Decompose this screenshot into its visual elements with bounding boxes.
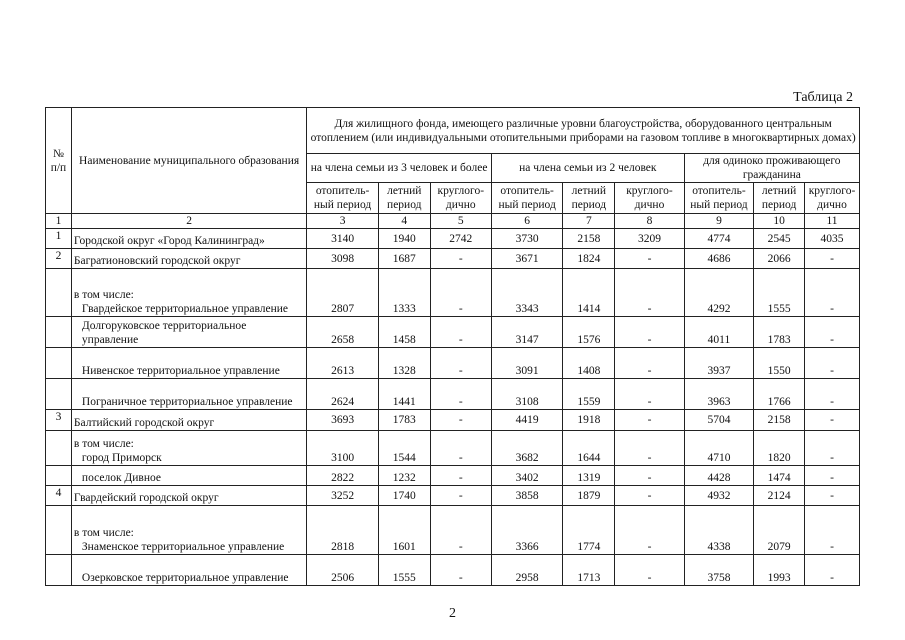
row-number — [46, 466, 72, 486]
value-cell: - — [615, 379, 684, 410]
municipality-name: Нивенское территориальное управление — [81, 365, 280, 377]
value-cell: 1766 — [754, 379, 805, 410]
including-label: в том числе: — [73, 527, 134, 539]
subgroup-header-3plus: на члена семьи из 3 человек и более — [307, 154, 492, 183]
table-row — [46, 317, 860, 348]
municipality-name: Гвардейский городской округ — [73, 492, 219, 504]
value-cell: 1713 — [563, 555, 615, 586]
period-header-yearround: круглого-дично — [430, 183, 491, 214]
value-cell: 4419 — [491, 410, 563, 431]
row-number — [46, 555, 72, 586]
period-header-yearround: круглого-дично — [804, 183, 859, 214]
value-cell: - — [430, 317, 491, 348]
municipality-cell — [71, 486, 306, 506]
subgroup-header-2: на члена семьи из 2 человек — [491, 154, 684, 183]
table-row — [46, 229, 860, 249]
value-cell: 2807 — [307, 269, 379, 317]
value-cell: 4774 — [684, 229, 753, 249]
municipality-name: Городской округ «Город Калининград» — [73, 235, 265, 247]
table-row — [46, 555, 860, 586]
column-header-number: № п/п — [46, 108, 72, 214]
value-cell: 4710 — [684, 431, 753, 466]
value-cell: 1441 — [378, 379, 430, 410]
value-cell: - — [804, 466, 859, 486]
municipality-name: Знаменское территориальное управление — [81, 541, 285, 553]
row-number: 2 — [46, 249, 72, 269]
subgroup-header-single: для одиноко проживающего гражданина — [684, 154, 859, 183]
value-cell: 1687 — [378, 249, 430, 269]
row-number: 4 — [46, 486, 72, 506]
municipality-name: город Приморск — [81, 452, 162, 464]
period-header-summer: летний период — [378, 183, 430, 214]
value-cell: 2079 — [754, 506, 805, 555]
row-number — [46, 348, 72, 379]
value-cell: 1783 — [754, 317, 805, 348]
value-cell: 4011 — [684, 317, 753, 348]
value-cell: 1550 — [754, 348, 805, 379]
value-cell: 3209 — [615, 229, 684, 249]
period-header-heating: отопитель-ный период — [491, 183, 563, 214]
value-cell: 2158 — [754, 410, 805, 431]
value-cell: - — [430, 379, 491, 410]
value-cell: - — [615, 555, 684, 586]
value-cell: 1328 — [378, 348, 430, 379]
value-cell: - — [430, 249, 491, 269]
table-row — [46, 269, 860, 317]
value-cell: 5704 — [684, 410, 753, 431]
value-cell: 1414 — [563, 269, 615, 317]
value-cell: - — [430, 466, 491, 486]
table-body — [46, 229, 860, 586]
value-cell: 3147 — [491, 317, 563, 348]
value-cell: 2658 — [307, 317, 379, 348]
value-cell: - — [804, 317, 859, 348]
value-cell: - — [615, 269, 684, 317]
value-cell: - — [804, 249, 859, 269]
value-cell: 3937 — [684, 348, 753, 379]
value-cell: - — [430, 555, 491, 586]
value-cell: 1820 — [754, 431, 805, 466]
value-cell: - — [430, 431, 491, 466]
value-cell: 3730 — [491, 229, 563, 249]
value-cell: - — [804, 431, 859, 466]
municipality-cell — [71, 348, 306, 379]
table-row — [46, 431, 860, 466]
column-number: 4 — [378, 214, 430, 229]
column-number: 7 — [563, 214, 615, 229]
value-cell: 3140 — [307, 229, 379, 249]
value-cell: 3682 — [491, 431, 563, 466]
municipality-cell — [71, 269, 306, 317]
value-cell: - — [615, 466, 684, 486]
column-number: 3 — [307, 214, 379, 229]
value-cell: 1555 — [754, 269, 805, 317]
municipality-name: Озерковское территориальное управление — [81, 572, 289, 584]
value-cell: 1740 — [378, 486, 430, 506]
value-cell: 2818 — [307, 506, 379, 555]
table-row — [46, 379, 860, 410]
value-cell: 3343 — [491, 269, 563, 317]
value-cell: 1232 — [378, 466, 430, 486]
municipality-cell — [71, 466, 306, 486]
value-cell: 1576 — [563, 317, 615, 348]
municipality-cell — [71, 431, 306, 466]
row-number — [46, 269, 72, 317]
tariff-table — [45, 107, 860, 586]
table-row — [46, 466, 860, 486]
value-cell: - — [615, 317, 684, 348]
value-cell: - — [804, 410, 859, 431]
value-cell: 1940 — [378, 229, 430, 249]
value-cell: 3366 — [491, 506, 563, 555]
value-cell: - — [804, 486, 859, 506]
value-cell: 1555 — [378, 555, 430, 586]
value-cell: 1544 — [378, 431, 430, 466]
municipality-name: Балтийский городской округ — [73, 417, 215, 429]
value-cell: - — [804, 379, 859, 410]
municipality-name: Долгоруковское территориальное управление — [81, 320, 247, 346]
row-number — [46, 431, 72, 466]
value-cell: 3693 — [307, 410, 379, 431]
value-cell: 2742 — [430, 229, 491, 249]
table-caption: Таблица 2 — [793, 90, 853, 105]
column-number-row — [46, 214, 860, 229]
value-cell: - — [615, 506, 684, 555]
value-cell: 2958 — [491, 555, 563, 586]
page-number: 2 — [449, 606, 456, 621]
value-cell: 3098 — [307, 249, 379, 269]
value-cell: 4338 — [684, 506, 753, 555]
column-number: 6 — [491, 214, 563, 229]
row-number — [46, 379, 72, 410]
column-number: 10 — [754, 214, 805, 229]
value-cell: 1993 — [754, 555, 805, 586]
value-cell: - — [430, 486, 491, 506]
value-cell: 1918 — [563, 410, 615, 431]
value-cell: 2506 — [307, 555, 379, 586]
table-row — [46, 249, 860, 269]
value-cell: - — [430, 410, 491, 431]
value-cell: - — [615, 348, 684, 379]
column-header-name: Наименование муниципального образования — [71, 108, 306, 214]
value-cell: - — [804, 506, 859, 555]
value-cell: 4428 — [684, 466, 753, 486]
table-row — [46, 506, 860, 555]
value-cell: 2613 — [307, 348, 379, 379]
value-cell: 1644 — [563, 431, 615, 466]
period-header-heating: отопитель-ный период — [684, 183, 753, 214]
period-header-heating: отопитель-ный период — [307, 183, 379, 214]
column-number: 2 — [71, 214, 306, 229]
including-label: в том числе: — [73, 289, 134, 301]
value-cell: 4292 — [684, 269, 753, 317]
value-cell: 4035 — [804, 229, 859, 249]
municipality-name: Гвардейское территориальное управление — [81, 303, 289, 315]
value-cell: 2624 — [307, 379, 379, 410]
table-row — [46, 410, 860, 431]
row-number: 3 — [46, 410, 72, 431]
value-cell: - — [615, 410, 684, 431]
value-cell: - — [615, 486, 684, 506]
period-header-yearround: круглого-дично — [615, 183, 684, 214]
value-cell: 1783 — [378, 410, 430, 431]
value-cell: 1824 — [563, 249, 615, 269]
column-number: 8 — [615, 214, 684, 229]
value-cell: 4932 — [684, 486, 753, 506]
value-cell: 3091 — [491, 348, 563, 379]
value-cell: - — [804, 269, 859, 317]
value-cell: 3671 — [491, 249, 563, 269]
value-cell: 2066 — [754, 249, 805, 269]
value-cell: 3402 — [491, 466, 563, 486]
table-row — [46, 486, 860, 506]
row-number: 1 — [46, 229, 72, 249]
municipality-cell — [71, 229, 306, 249]
municipality-cell — [71, 506, 306, 555]
table-row — [46, 348, 860, 379]
value-cell: 1774 — [563, 506, 615, 555]
municipality-cell — [71, 379, 306, 410]
column-number: 9 — [684, 214, 753, 229]
value-cell: 3108 — [491, 379, 563, 410]
municipality-name: поселок Дивное — [81, 472, 161, 484]
value-cell: - — [615, 431, 684, 466]
value-cell: 1879 — [563, 486, 615, 506]
value-cell: 2124 — [754, 486, 805, 506]
column-number: 11 — [804, 214, 859, 229]
value-cell: 3758 — [684, 555, 753, 586]
value-cell: - — [430, 348, 491, 379]
municipality-cell — [71, 410, 306, 431]
period-header-summer: летний период — [754, 183, 805, 214]
value-cell: 2822 — [307, 466, 379, 486]
value-cell: 1474 — [754, 466, 805, 486]
value-cell: 1458 — [378, 317, 430, 348]
value-cell: 3100 — [307, 431, 379, 466]
value-cell: - — [615, 249, 684, 269]
municipality-name: Пограничное территориальное управление — [81, 396, 293, 408]
including-label: в том числе: — [73, 438, 134, 450]
column-number: 5 — [430, 214, 491, 229]
period-header-summer: летний период — [563, 183, 615, 214]
value-cell: - — [804, 555, 859, 586]
value-cell: 2545 — [754, 229, 805, 249]
value-cell: 4686 — [684, 249, 753, 269]
group-header: Для жилищного фонда, имеющего различные уровни благоустройства, оборудованного центральным отоплением (или индивидуальными отопительными приборами на газовом топливе в многоквартирных домах) — [307, 108, 860, 154]
row-number — [46, 506, 72, 555]
row-number — [46, 317, 72, 348]
value-cell: 3252 — [307, 486, 379, 506]
value-cell: - — [430, 269, 491, 317]
value-cell: 3963 — [684, 379, 753, 410]
value-cell: 1319 — [563, 466, 615, 486]
value-cell: 1601 — [378, 506, 430, 555]
municipality-name: Багратионовский городской округ — [73, 255, 241, 267]
value-cell: - — [430, 506, 491, 555]
value-cell: 1559 — [563, 379, 615, 410]
municipality-cell — [71, 317, 306, 348]
column-number: 1 — [46, 214, 72, 229]
value-cell: 2158 — [563, 229, 615, 249]
value-cell: 3858 — [491, 486, 563, 506]
value-cell: - — [804, 348, 859, 379]
municipality-cell — [71, 555, 306, 586]
value-cell: 1333 — [378, 269, 430, 317]
municipality-cell — [71, 249, 306, 269]
value-cell: 1408 — [563, 348, 615, 379]
